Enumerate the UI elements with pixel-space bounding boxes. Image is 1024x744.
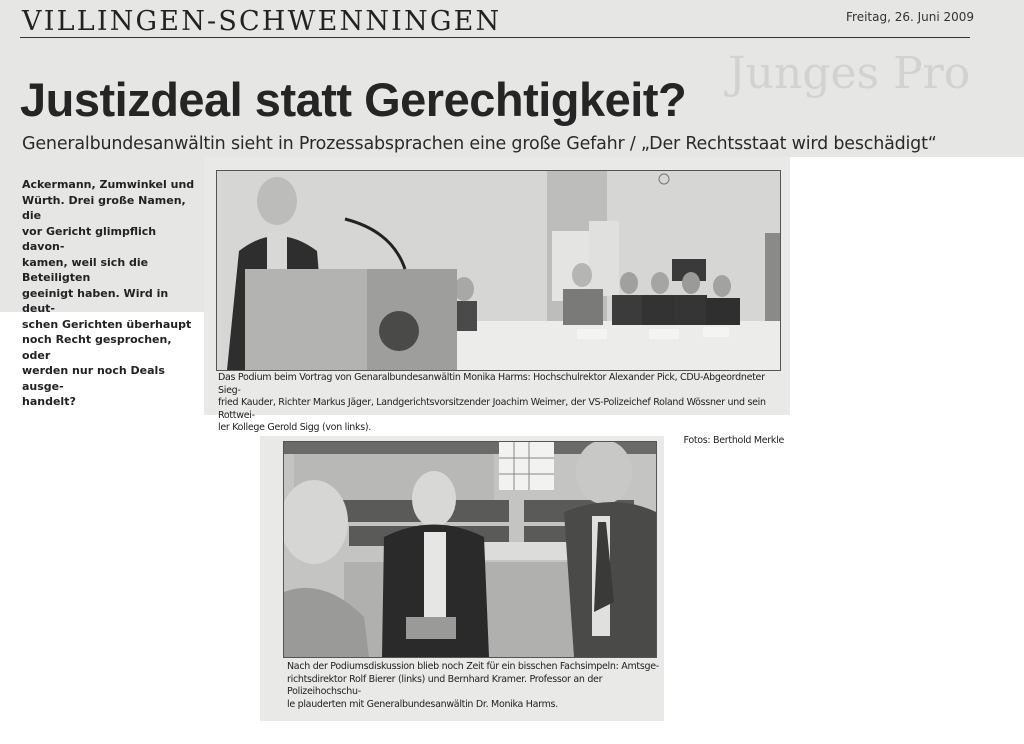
caption-line: le plauderten mit Generalbundesanwältin Dr. Monika Harms. — [287, 698, 558, 710]
lead-line: kamen, weil sich die Beteiligten — [22, 255, 149, 284]
caption-line: ler Kollege Gerold Sigg (von links). — [218, 422, 372, 433]
section-title: VILLINGEN-SCHWENNINGEN — [22, 6, 502, 37]
lead-line: Ackermann, Zumwinkel und — [22, 178, 195, 191]
caption-line: Nach der Podiumsdiskussion blieb noch Zeit für ein bisschen Fachsimpeln: Amtsge- — [287, 661, 659, 672]
bleed-through-text: Junges Pro — [728, 48, 971, 99]
lead-line: schen Gerichten überhaupt — [22, 317, 192, 331]
lead-line: werden nur noch Deals ausge- — [22, 364, 165, 393]
photo1-caption — [218, 372, 784, 447]
publication-date: Freitag, 26. Juni 2009 — [846, 10, 975, 24]
lead-line: Würth. Drei große Namen, die — [22, 193, 186, 222]
lead-line: noch Recht gesprochen, oder — [22, 333, 172, 362]
header-rule — [20, 37, 970, 38]
photo-podium — [216, 170, 781, 371]
caption-line: Das Podium beim Vortrag von Genaralbundesanwältin Monika Harms: Hochschulrektor Alexander Pick, CDU-Abgeordneter Sieg- — [218, 372, 765, 396]
photo2-caption — [287, 661, 659, 711]
lead-line: geeinigt haben. Wird in deut- — [22, 286, 169, 315]
subheadline: Generalbundesanwältin sieht in Prozessabsprachen eine große Gefahr / „Der Rechtsstaat wird beschädigt“ — [22, 134, 937, 154]
photo-discussion — [283, 441, 657, 658]
lead-paragraph — [22, 177, 200, 410]
headline: Justizdeal statt Gerechtigkeit? — [20, 73, 687, 126]
lead-line: handelt? — [22, 395, 76, 408]
caption-line: fried Kauder, Richter Markus Jäger, Landgerichtsvorsitzender Joachim Weimer, der VS-Polizeichef Roland Wössner und sein Rottwei- — [218, 397, 766, 421]
photo-credit: Fotos: Berthold Merkle — [683, 434, 784, 446]
caption-line: richtsdirektor Rolf Bierer (links) und Bernhard Kramer. Professor an der Polizeihochschu- — [287, 673, 603, 697]
lead-line: vor Gericht glimpflich davon- — [22, 224, 157, 253]
